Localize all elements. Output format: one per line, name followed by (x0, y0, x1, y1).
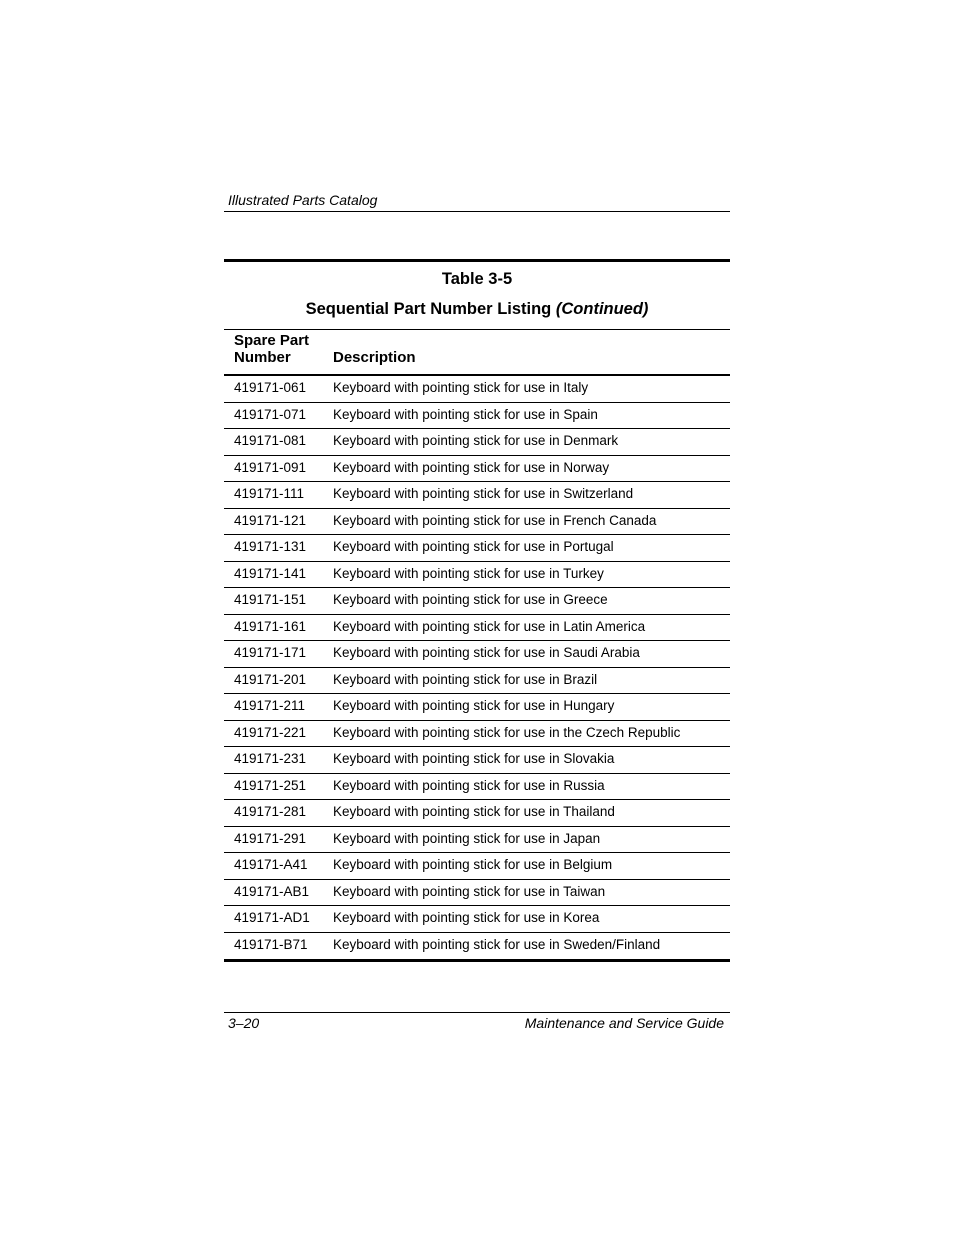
description-cell: Keyboard with pointing stick for use in Korea (333, 910, 600, 925)
table-bottom-rule (224, 959, 730, 962)
description-cell: Keyboard with pointing stick for use in Brazil (333, 671, 598, 687)
part-number-cell: 419171-211 (234, 698, 306, 713)
description-cell: Keyboard with pointing stick for use in the Czech Republic (333, 724, 681, 740)
column-header-part-line1: Spare Part (234, 332, 310, 349)
column-header-part-line2: Number (234, 349, 291, 366)
table-title-suffix: (Continued) (555, 300, 649, 318)
table-row (224, 668, 730, 695)
part-number-cell: 419171-221 (234, 724, 307, 740)
table-title (224, 298, 730, 329)
description-cell: Keyboard with pointing stick for use in Portugal (333, 539, 614, 554)
description-cell: Keyboard with pointing stick for use in Japan (333, 830, 601, 846)
running-head: Illustrated Parts Catalog (228, 192, 378, 208)
description-cell: Keyboard with pointing stick for use in Hungary (333, 698, 615, 713)
header-rule (224, 211, 730, 212)
table-row (224, 827, 730, 854)
table-row (224, 429, 730, 456)
table-body (224, 376, 730, 959)
column-header-description: Description (333, 349, 416, 366)
table-row (224, 880, 730, 907)
description-cell: Keyboard with pointing stick for use in Spain (333, 406, 598, 422)
table-number: Table 3-5 (441, 270, 513, 288)
part-number-cell: 419171-B71 (234, 936, 308, 952)
table-row (224, 509, 730, 536)
parts-table (224, 259, 730, 962)
table-row (224, 747, 730, 774)
description-cell: Keyboard with pointing stick for use in Italy (333, 380, 589, 395)
description-cell: Keyboard with pointing stick for use in Taiwan (333, 883, 606, 899)
guide-title: Maintenance and Service Guide (524, 1015, 724, 1031)
table-top-rule (224, 259, 730, 262)
part-number-cell: 419171-A41 (234, 857, 308, 872)
part-number-cell: 419171-111 (234, 486, 305, 501)
part-number-cell: 419171-161 (234, 618, 307, 634)
table-row (224, 800, 730, 827)
table-row (224, 774, 730, 801)
table-row (224, 588, 730, 615)
table-row (224, 615, 730, 642)
table-caption (224, 268, 730, 329)
description-cell: Keyboard with pointing stick for use in Latin America (333, 618, 646, 634)
part-number-cell: 419171-251 (234, 777, 307, 793)
table-row (224, 535, 730, 562)
description-cell: Keyboard with pointing stick for use in French Canada (333, 512, 657, 528)
description-cell: Keyboard with pointing stick for use in Slovakia (333, 751, 615, 766)
description-cell: Keyboard with pointing stick for use in Norway (333, 459, 610, 475)
table-row (224, 482, 730, 509)
part-number-cell: 419171-151 (234, 592, 307, 607)
part-number-cell: 419171-201 (234, 671, 307, 687)
page-number: 3–20 (228, 1015, 260, 1031)
description-cell: Keyboard with pointing stick for use in Belgium (333, 857, 613, 872)
part-number-cell: 419171-131 (234, 539, 307, 554)
description-cell: Keyboard with pointing stick for use in Thailand (333, 804, 615, 819)
part-number-cell: 419171-121 (234, 512, 307, 528)
column-header-part-number (234, 332, 309, 366)
description-cell: Keyboard with pointing stick for use in Russia (333, 777, 605, 793)
description-cell: Keyboard with pointing stick for use in Sweden/Finland (333, 936, 661, 952)
table-row (224, 694, 730, 721)
table-row (224, 641, 730, 668)
description-cell: Keyboard with pointing stick for use in Turkey (333, 565, 604, 581)
part-number-cell: 419171-291 (234, 830, 307, 846)
part-number-cell: 419171-171 (234, 645, 307, 660)
part-number-cell: 419171-AB1 (234, 883, 310, 899)
table-row (224, 853, 730, 880)
part-number-cell: 419171-091 (234, 459, 307, 475)
part-number-cell: 419171-AD1 (234, 910, 310, 925)
description-cell: Keyboard with pointing stick for use in Denmark (333, 433, 619, 448)
part-number-cell: 419171-071 (234, 406, 307, 422)
part-number-cell: 419171-061 (234, 380, 307, 395)
table-row (224, 376, 730, 403)
part-number-cell: 419171-231 (234, 751, 307, 766)
table-title-text: Sequential Part Number Listing (305, 300, 552, 318)
table-row (224, 456, 730, 483)
table-row (224, 933, 730, 960)
table-row (224, 562, 730, 589)
table-row (224, 721, 730, 748)
description-cell: Keyboard with pointing stick for use in Saudi Arabia (333, 645, 640, 660)
description-cell: Keyboard with pointing stick for use in Switzerland (333, 486, 634, 501)
description-cell: Keyboard with pointing stick for use in Greece (333, 592, 608, 607)
table-row (224, 906, 730, 933)
part-number-cell: 419171-141 (234, 565, 307, 581)
part-number-cell: 419171-281 (234, 804, 307, 819)
table-row (224, 403, 730, 430)
column-header (224, 330, 730, 374)
part-number-cell: 419171-081 (234, 433, 307, 448)
